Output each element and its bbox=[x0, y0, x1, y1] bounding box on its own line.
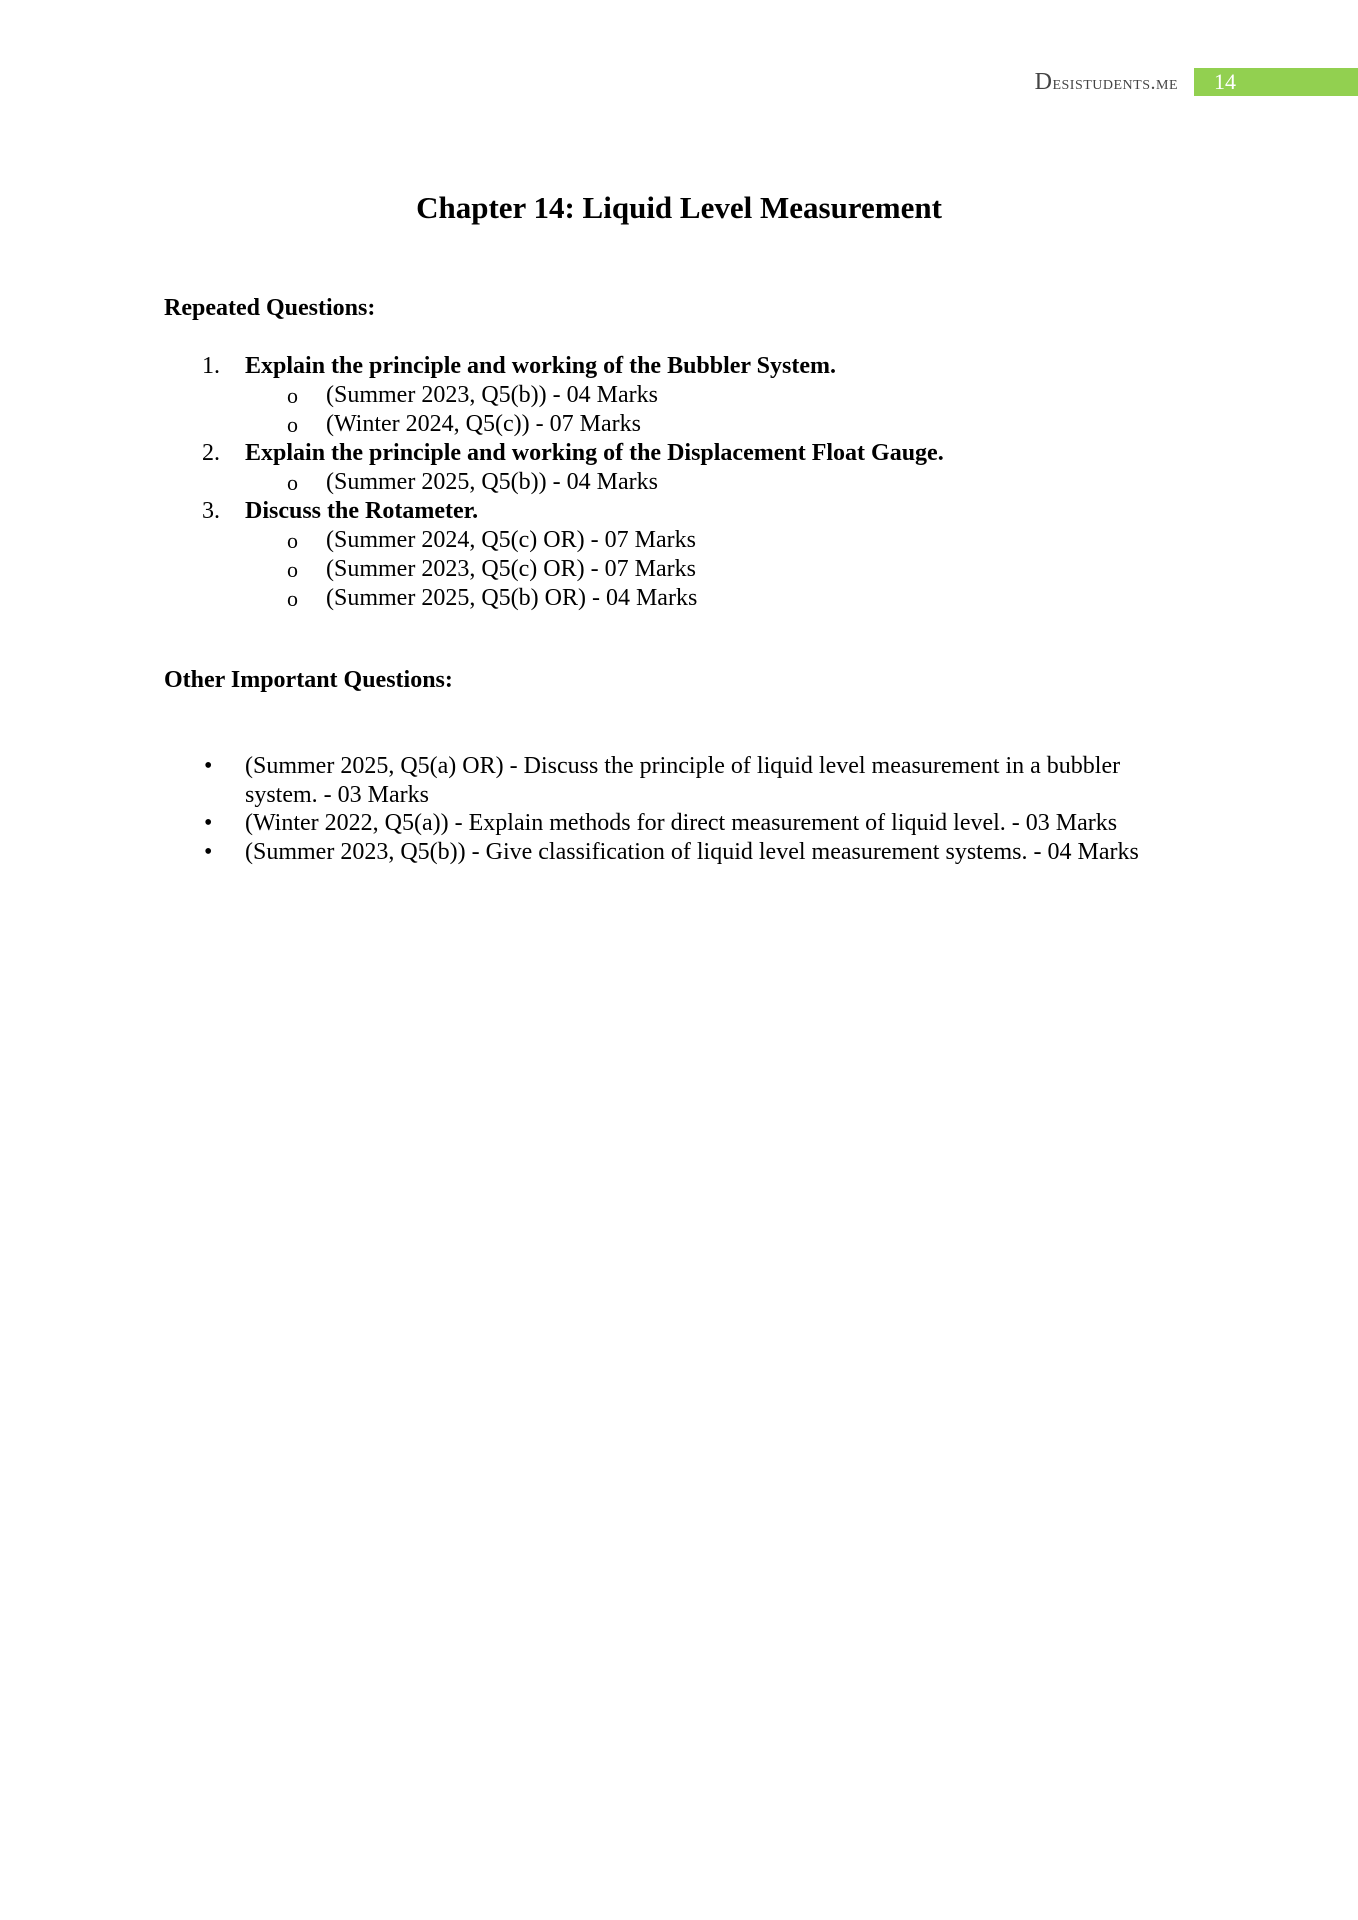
question-references bbox=[245, 381, 1214, 439]
question-text: Explain the principle and working of the Bubbler System. bbox=[245, 353, 836, 379]
bullet: • bbox=[204, 753, 213, 779]
sub-bullet: o bbox=[287, 383, 298, 408]
other-questions-list bbox=[164, 752, 1194, 866]
reference-text: (Summer 2025, Q5(b) OR) - 04 Marks bbox=[326, 585, 698, 611]
reference-item bbox=[245, 410, 1214, 439]
other-question-item bbox=[164, 809, 1194, 838]
reference-text: (Winter 2024, Q5(c)) - 07 Marks bbox=[326, 411, 641, 437]
site-name: Desistudents.me bbox=[1034, 68, 1178, 95]
other-question-text: (Summer 2023, Q5(b)) - Give classification of liquid level measurement systems. - 04 Marks bbox=[245, 838, 1139, 865]
other-question-item bbox=[164, 838, 1194, 867]
reference-item bbox=[245, 584, 1214, 613]
reference-text: (Summer 2025, Q5(b)) - 04 Marks bbox=[326, 469, 658, 495]
sub-bullet: o bbox=[287, 470, 298, 495]
question-text: Explain the principle and working of the Displacement Float Gauge. bbox=[245, 440, 944, 466]
reference-item bbox=[245, 468, 1214, 497]
question-number: 3. bbox=[202, 498, 220, 524]
repeated-questions-heading: Repeated Questions: bbox=[164, 295, 376, 321]
bullet: • bbox=[204, 810, 213, 836]
sub-bullet: o bbox=[287, 557, 298, 582]
question-number: 1. bbox=[202, 353, 220, 379]
repeated-question-item bbox=[164, 352, 1214, 439]
other-question-item bbox=[164, 752, 1194, 809]
other-questions-heading: Other Important Questions: bbox=[164, 667, 453, 693]
repeated-question-item bbox=[164, 439, 1214, 497]
other-question-text: (Winter 2022, Q5(a)) - Explain methods for direct measurement of liquid level. - 03 Marks bbox=[245, 810, 1118, 836]
sub-bullet: o bbox=[287, 586, 298, 611]
repeated-question-item bbox=[164, 497, 1214, 613]
reference-item bbox=[245, 526, 1214, 555]
sub-bullet: o bbox=[287, 412, 298, 437]
bullet: • bbox=[204, 838, 213, 865]
other-question-text: (Summer 2025, Q5(a) OR) - Discuss the principle of liquid level measurement in a bubbler system. - 03 Marks bbox=[245, 753, 1121, 808]
page-header bbox=[1035, 68, 1358, 96]
page-number: 14 bbox=[1194, 68, 1358, 96]
reference-item bbox=[245, 381, 1214, 410]
reference-text: (Summer 2023, Q5(b)) - 04 Marks bbox=[326, 382, 658, 408]
question-references bbox=[245, 526, 1214, 613]
question-number: 2. bbox=[202, 440, 220, 466]
question-references bbox=[245, 468, 1214, 497]
sub-bullet: o bbox=[287, 528, 298, 553]
reference-item bbox=[245, 555, 1214, 584]
reference-text: (Summer 2024, Q5(c) OR) - 07 Marks bbox=[326, 527, 696, 553]
question-text: Discuss the Rotameter. bbox=[245, 498, 479, 524]
reference-text: (Summer 2023, Q5(c) OR) - 07 Marks bbox=[326, 556, 696, 582]
chapter-title: Chapter 14: Liquid Level Measurement bbox=[416, 190, 942, 225]
repeated-questions-list bbox=[164, 352, 1214, 613]
